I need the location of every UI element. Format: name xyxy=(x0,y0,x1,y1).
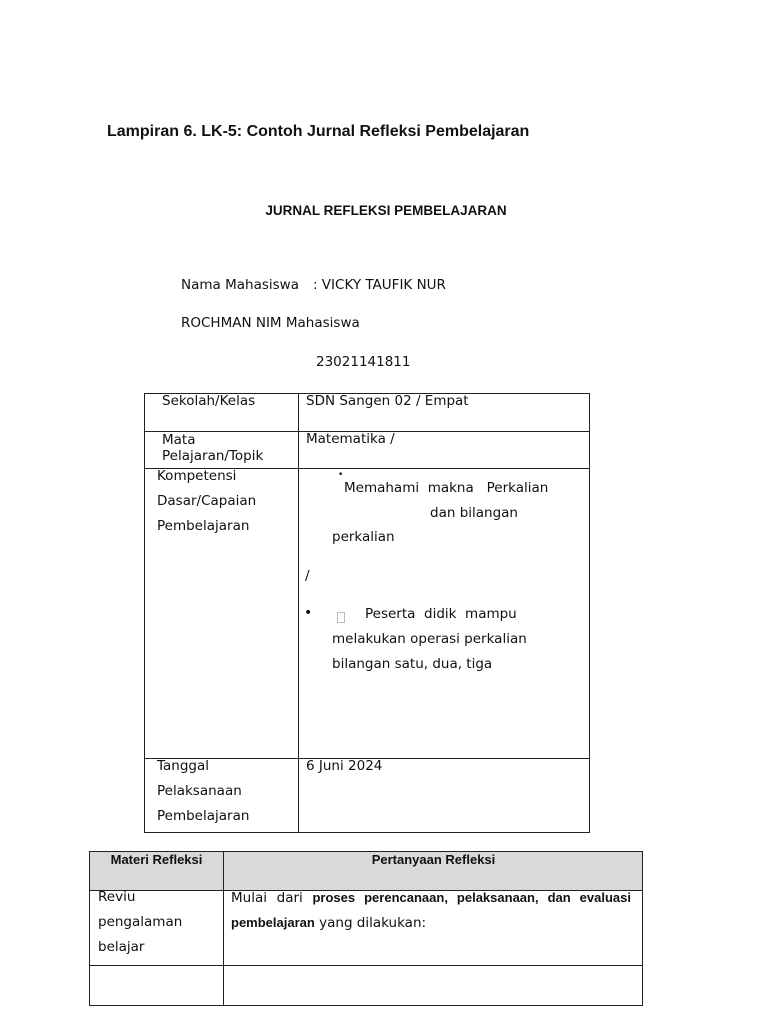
row1-label-line: pengalaman xyxy=(98,914,183,930)
cp-line-3: bilangan satu, dua, tiga xyxy=(332,656,493,672)
student-nim: 23021141811 xyxy=(316,354,411,370)
col-header-materi: Materi Refleksi xyxy=(110,852,203,867)
student-name-value: : VICKY TAUFIK NUR xyxy=(312,277,446,293)
mapel-label xyxy=(162,432,263,464)
row1-question-suffix: yang dilakukan: xyxy=(314,915,427,931)
row1-label-line: belajar xyxy=(98,939,145,955)
row1-question-bold: proses perencanaan, pelaksanaan, dan evaluasi xyxy=(312,890,631,905)
kd-line-3: perkalian xyxy=(332,529,395,545)
kompetensi-label-line: Dasar/Capaian xyxy=(157,493,257,509)
row1-label-line: Reviu xyxy=(98,889,136,905)
mapel-label-line: Pelajaran/Topik xyxy=(162,448,264,464)
sekolah-label: Sekolah/Kelas xyxy=(162,393,256,409)
mapel-label-line: Mata xyxy=(162,432,196,448)
row1-question xyxy=(231,885,631,911)
student-name-label: Nama Mahasiswa xyxy=(181,277,299,293)
bullet-icon: • xyxy=(338,470,344,480)
reflection-table xyxy=(89,851,643,1006)
bullet-icon: • xyxy=(304,605,313,621)
kd-line-2: dan bilangan xyxy=(430,505,518,521)
document-title: JURNAL REFLEKSI PEMBELAJARAN xyxy=(265,203,507,218)
tanggal-value: 6 Juni 2024 xyxy=(306,758,383,774)
kd-line-1: Memahami makna Perkalian xyxy=(344,480,549,496)
student-name-line xyxy=(181,277,446,293)
tanggal-label-line: Pembelajaran xyxy=(157,808,250,824)
cp-line-2: melakukan operasi perkalian xyxy=(332,631,527,647)
tanggal-label-line: Pelaksanaan xyxy=(157,783,242,799)
kompetensi-label xyxy=(157,464,256,539)
cp-line-1: Peserta didik mampu xyxy=(365,606,517,622)
col-header-pertanyaan: Pertanyaan Refleksi xyxy=(371,852,496,867)
row1-question-prefix: Mulai dari xyxy=(231,890,313,906)
row1-label xyxy=(98,885,182,960)
tanggal-label-line: Tanggal xyxy=(157,758,210,774)
sekolah-value: SDN Sangen 02 / Empat xyxy=(306,393,469,409)
row1-question-cont xyxy=(231,910,426,936)
student-name-cont: ROCHMAN NIM Mahasiswa xyxy=(181,315,360,331)
kompetensi-label-line: Kompetensi xyxy=(157,468,237,484)
mapel-value: Matematika / xyxy=(306,431,395,447)
kompetensi-label-line: Pembelajaran xyxy=(157,518,250,534)
missing-glyph-icon xyxy=(337,607,345,626)
tanggal-label xyxy=(157,754,249,829)
info-table xyxy=(144,393,590,833)
separator-slash: / xyxy=(305,568,310,584)
appendix-heading: Lampiran 6. LK-5: Contoh Jurnal Refleksi Pembelajaran xyxy=(107,123,530,140)
row1-question-bold: pembelajaran xyxy=(231,915,315,930)
